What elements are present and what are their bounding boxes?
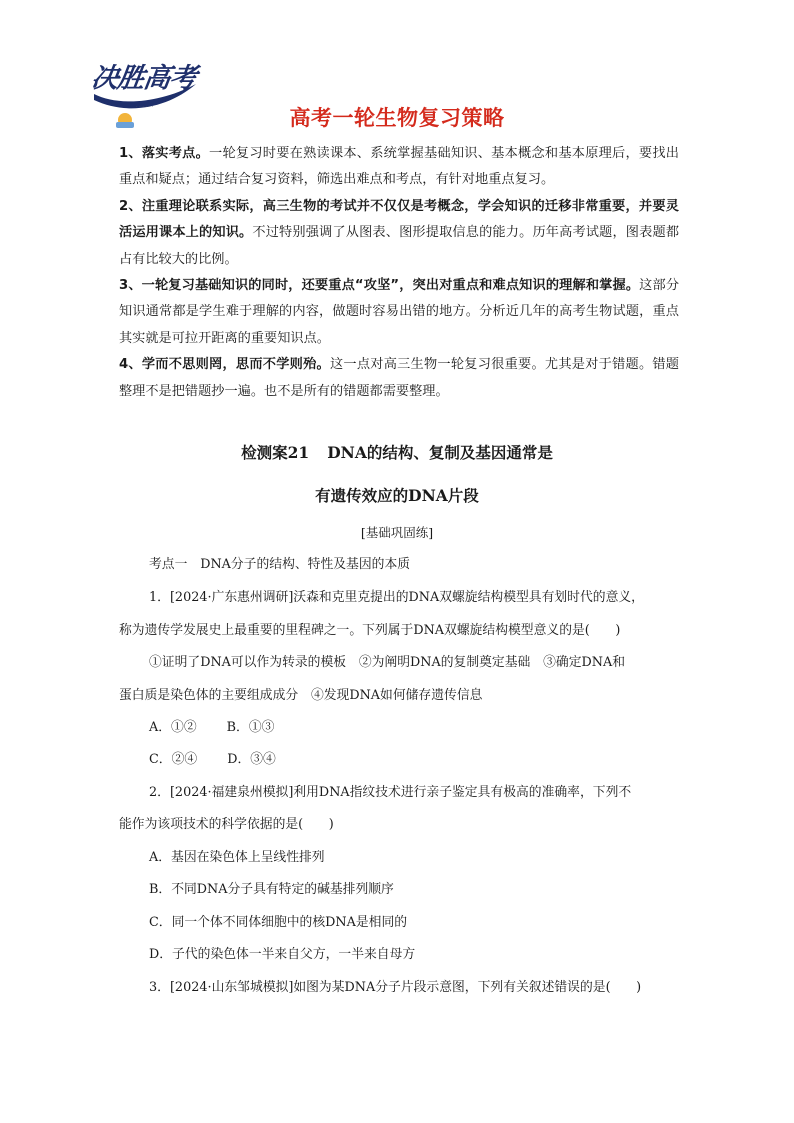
question-1-option-c[interactable]: C．②④ bbox=[149, 752, 198, 767]
strategy-section bbox=[119, 141, 679, 405]
section-topic: DNA的结构、复制及基因通常是 bbox=[327, 443, 553, 462]
section-number: 检测案21 bbox=[241, 443, 310, 462]
strategy-point-2-heading: 2、注重理论联系实际，高三生物的考试并不仅仅是考概念，学会知识的迁移非常重要，并要灵活运用课本上的知识。 bbox=[119, 198, 679, 241]
strategy-point-1-heading: 1、落实考点。 bbox=[119, 146, 210, 161]
question-2-option-c[interactable]: C．同一个体不同体细胞中的核DNA是相同的 bbox=[149, 915, 408, 930]
strategy-point-2-text: 不过特别强调了从图表、图形提取信息的能力。历年高考试题，图表题都占有比较大的比例。 bbox=[119, 225, 680, 267]
question-1-option-b[interactable]: B．①③ bbox=[226, 720, 275, 735]
knowledge-point-heading: 考点一 DNA分子的结构、特性及基因的本质 bbox=[149, 557, 411, 572]
question-3-stem-line-1: 3．[2024·山东邹城模拟]如图为某DNA分子片段示意图，下列有关叙述错误的是( ) bbox=[149, 980, 642, 995]
strategy-point-4-text: 这一点对高三生物一轮复习很重要。尤其是对于错题。错题整理不是把错题抄一遍。也不是所有的错题都需要整理。 bbox=[119, 357, 679, 399]
question-1-statements-line-1: ①证明了DNA可以作为转录的模板 ②为阐明DNA的复制奠定基础 ③确定DNA和 bbox=[149, 655, 626, 670]
question-1-option-a[interactable]: A．①② bbox=[149, 720, 197, 735]
page-title: 高考一轮生物复习策略 bbox=[289, 106, 505, 130]
question-1-stem-line-1: 1．[2024·广东惠州调研]沃森和克里克提出的DNA双螺旋结构模型具有划时代的意义， bbox=[149, 590, 644, 605]
question-2-option-d[interactable]: D．子代的染色体一半来自父方，一半来自母方 bbox=[149, 947, 416, 962]
strategy-point-1-text: 一轮复习时要在熟读课本、系统掌握基础知识、基本概念和基本原理后，要找出重点和疑点；通过结合复习资料，筛选出难点和考点，有针对地重点复习。 bbox=[119, 146, 679, 188]
strategy-point-2 bbox=[119, 194, 679, 273]
question-1-options-row-1 bbox=[149, 716, 274, 735]
question-2-option-b[interactable]: B．不同DNA分子具有特定的碱基排列顺序 bbox=[149, 882, 394, 897]
strategy-point-1 bbox=[119, 141, 679, 194]
strategy-point-3 bbox=[119, 273, 679, 352]
question-1-options-row-2 bbox=[149, 748, 276, 767]
strategy-point-4-heading: 4、学而不思则罔，思而不学则殆。 bbox=[119, 357, 330, 373]
strategy-point-4 bbox=[119, 352, 679, 405]
section-title-line-1 bbox=[0, 441, 794, 463]
strategy-point-3-heading: 3、一轮复习基础知识的同时，还要重点“攻坚”，突出对重点和难点知识的理解和掌握。 bbox=[119, 278, 640, 294]
section-title-line-2: 有遗传效应的DNA片段 bbox=[315, 486, 479, 505]
question-1-stem-line-2: 称为遗传学发展史上最重要的里程碑之一。下列属于DNA双螺旋结构模型意义的是( ) bbox=[119, 623, 621, 638]
question-1-option-d[interactable]: D．③④ bbox=[227, 752, 276, 767]
question-1-statements-line-2: 蛋白质是染色体的主要组成成分 ④发现DNA如何储存遗传信息 bbox=[119, 688, 483, 703]
strategy-point-3-text: 这部分知识通常都是学生难于理解的内容，做题时容易出错的地方。分析近几年的高考生物试题，重点其实就是可拉开距离的重要知识点。 bbox=[119, 278, 680, 346]
question-2-option-a[interactable]: A．基因在染色体上呈线性排列 bbox=[149, 850, 325, 865]
logo-text: 决胜高考 bbox=[89, 63, 198, 94]
question-2-stem-line-1: 2．[2024·福建泉州模拟]利用DNA指纹技术进行亲子鉴定具有极高的准确率，下列不 bbox=[149, 785, 632, 800]
section-tag: [基础巩固练] bbox=[360, 525, 434, 540]
svg-text:· · · · · ·: · · · · · · bbox=[136, 104, 154, 110]
question-2-stem-line-2: 能作为该项技术的科学依据的是( ) bbox=[119, 817, 334, 832]
